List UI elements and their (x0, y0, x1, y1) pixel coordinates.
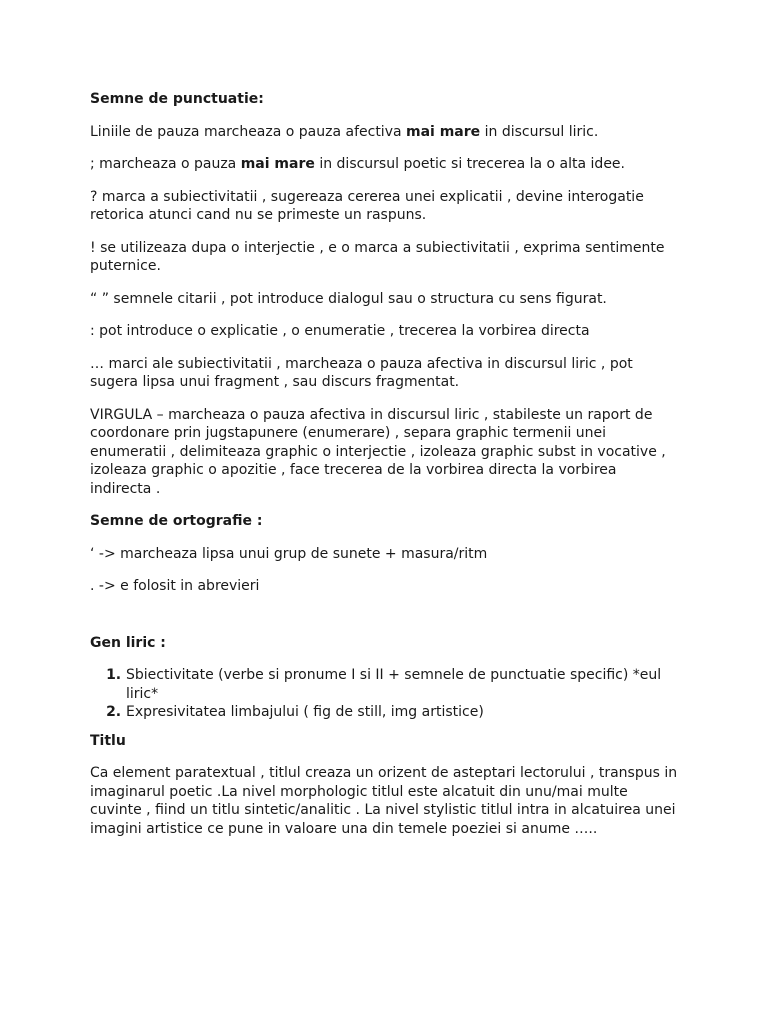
list-item: 1. Sbiectivitate (verbe si pronume I si II + semnele de punctuatie specific) *eul liric* (126, 666, 678, 703)
paragraph-comma: VIRGULA – marcheaza o pauza afectiva in discursul liric , stabileste un raport de coordonare prin jugstapunere (enumerare) , separa graphic termenii unei enumeratii , delimiteaza graphic o interjectie , izoleaza graphic subst in vocative , izoleaza graphic o apozitie , face trecerea de la vorbirea directa la vorbirea indirecta . (90, 406, 666, 497)
spacer (90, 610, 678, 634)
text-run: in discursul poetic si trecerea la o alta idee. (314, 156, 625, 172)
paragraph-colon: : pot introduce o explicatie , o enumeratie , trecerea la vorbirea directa (90, 323, 590, 339)
list-item: 2. Expresivitatea limbajului ( fig de still, img artistice) (126, 703, 678, 722)
bold-text: mai mare (240, 156, 315, 172)
lyric-heading: Gen liric : (90, 634, 166, 651)
text-run: Liniile de pauza marcheaza o pauza afectiva (90, 123, 407, 140)
bold-text: mai mare (406, 123, 481, 140)
paragraph-ellipsis: … marci ale subiectivitatii , marcheaza o pauza afectiva in discursul liric , pot sugera lipsa unui fragment , sau discurs fragmentat. (90, 355, 633, 390)
document-page (90, 90, 678, 852)
title-heading: Titlu (90, 732, 126, 749)
punctuation-heading: Semne de punctuatie: (90, 91, 264, 107)
paragraph-title-body: Ca element paratextual , titlul creaza un orizent de asteptari lectorului , transpus in imaginarul poetic .La nivel morphologic titlul este alcatuit din unu/mai multe cuvinte , fiind un titlu sintetic/analitic . La nivel stylistic titlul intra in alcatuirea unei imagini artistice ce pune in valoare una din temele poeziei si anume ….. (90, 765, 678, 837)
paragraph-pause-lines (90, 123, 678, 142)
text-run: ; marcheaza o pauza (90, 156, 241, 172)
text-run: in discursul liric. (480, 123, 599, 140)
paragraph-semicolon (90, 155, 678, 174)
paragraph-question-mark: ? marca a subiectivitatii , sugereaza cererea unei explicatii , devine interogatie retorica atunci cand nu se primeste un raspuns. (90, 188, 644, 223)
paragraph-quotes: “ ” semnele citarii , pot introduce dialogul sau o structura cu sens figurat. (90, 290, 607, 307)
orthography-heading: Semne de ortografie : (90, 513, 263, 529)
lyric-list (90, 666, 678, 722)
paragraph-period: . -> e folosit in abrevieri (90, 578, 260, 594)
paragraph-exclamation: ! se utilizeaza dupa o interjectie , e o marca a subiectivitatii , exprima sentimente puternice. (90, 239, 665, 274)
paragraph-apostrophe: ‘ -> marcheaza lipsa unui grup de sunete + masura/ritm (90, 545, 488, 562)
